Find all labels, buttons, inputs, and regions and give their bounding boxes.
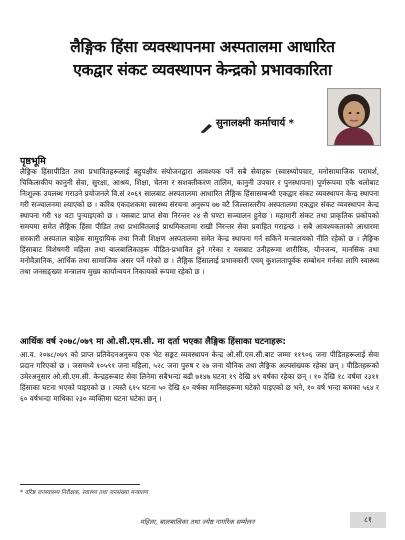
fiscal-paragraph: आ.व. २०७८/०७९ को प्राप्त प्रतिवेदनअनुरूप एक भेट सङ्कट व्यवस्थापन केन्द्र ओ.सी.एम.सी.बाट जम्मा ११९०६ जना पीडितहरूलाई सेवा प्रदान गरिएको छ । जसमध्ये १०५९१ जना महिला, ५२८ जना पुरुष र २७ जना यौनिक तथा लैङ्गिक अल्पसंख्यक रहेका छन् । पीडितहरूको उमेरअनुसार ओ.सी.एम.सी. केन्द्रहरूबाट सेवा लिनेमा सबैभन्दा बढी ७१४७ घटना १९ देखि ४९ वर्षका रहेका छन् । १० देखि १८ वर्षमा २३११ हिंसाका घटना भएको पाइएको छ । त्यस्तै ६१५ घटना ५० देखि ६० वर्षका मानिसहरूमा घटेको पाइएको छ भने, १० वर्ष भन्दा कमका ५६४ र ६० वर्षभन्दा माथिका २३० व्यक्तिमा घटना घटेका छन् । (20, 350, 379, 404)
title-line-2: एकद्वार संकट व्यवस्थापन केन्द्रको प्रभावकारिता (73, 61, 332, 79)
section-heading-fiscal: आर्थिक वर्ष २०७८/०७९ मा ओ.सी.एम.सी. मा दर्ता भएका लैङ्गिक हिंसाका घटनाहरू: (20, 337, 286, 347)
pen-icon (200, 118, 214, 128)
footnote-divider (20, 484, 140, 485)
article-title (20, 36, 385, 82)
background-paragraph: लैङ्गिक हिंसापीडित तथा प्रभावितहरूलाई बहुपक्षीय संयोजनद्वारा आवश्यक पर्ने सबै सेवाहरू (स्वास्थ्योपचार, मनोसामाजिक परामर्श, चिकित्सकीय कानुनी सेवा, सुरक्षा, आश्रय, शिक्षा, चेतना र सशक्तीकरण तालिम, कानुनी उपचार र पुनस्थापना) पूर्णरूपमा एकै थलोबाट निःशुल्क उपलब्ध गराउने प्रयोजनले वि.सं २०६९ सालबाट अस्पतालमा आधारित लैङ्गिक हिंसासम्बन्धी एकद्वार संकट व्यवस्थापन केन्द्र स्थापना गरी सञ्चालनमा ल्याएको छ । करिब एकदशकमा स्वास्थ्य संरचना अनुरूप ७७ वटै जिल्लास्तरीय अस्पतालमा एकद्वार संकट व्यवस्थापन केन्द्र स्थापना गरी ९४ वटा पुऱ्याइएको छ । यसबाट प्राप्त सेवा निरन्तर २४ सै घण्टा सञ्चालन हुनेछ । महामारी संकट तथा प्राकृतिक प्रकोपको समयमा समेत लैङ्गिक हिंसा पीडित तथा प्रभावितलाई प्राथमिकतामा राखी निरन्तर सेवा प्रवाहित गराइन्छ । सबै आवश्यकताको आधारमा सरकारी अस्पताल बाहेक सामुदायिक तथा निजी शिक्षण अस्पतालमा समेत केन्द्र स्थापना गर्न सकिने मन्त्रालयको नीति रहेको छ । लैङ्गिक हिंसाबाट विशेषगरी महिला तथा बालबालिकाहरू पीडित-प्रभावित हुने गरेका र यसबाट उनीहरूमा शारीरिक, यौनजन्य, मानसिक तथा मनोवैज्ञानिक, आर्थिक तथा सामाजिक असर पर्ने गरेको छ । लैङ्गिक हिंसालाई प्रभावकारी एवम् कुशलतापूर्वक सम्बोधन गर्नका लागि स्वास्थ्य तथा जनसङ्ख्या मन्त्रालय मुख्य कार्यान्वयन निकायको रूपमा रहेको छ । (20, 167, 379, 276)
author-name: सुनालक्ष्मी कर्माचार्य * (216, 118, 294, 129)
background-body (20, 166, 379, 277)
footnote: * वरिष्ठ जनस्वास्थ्य निरीक्षक, स्वास्थ्य तथा जनसंख्या मन्त्रालय (20, 490, 148, 496)
title-line-1: लैङ्गिक हिंसा व्यवस्थापनमा अस्पतालमा आधारित (70, 38, 335, 56)
fiscal-body (20, 349, 379, 404)
author-photo (327, 88, 381, 146)
section-heading-background: पृष्ठभूमि (20, 156, 46, 167)
page-number: ८१ (350, 512, 386, 528)
footer-text: महिला, बालबालिका तथा ज्येष्ठ नागरिक सम्मेलन (140, 518, 255, 526)
